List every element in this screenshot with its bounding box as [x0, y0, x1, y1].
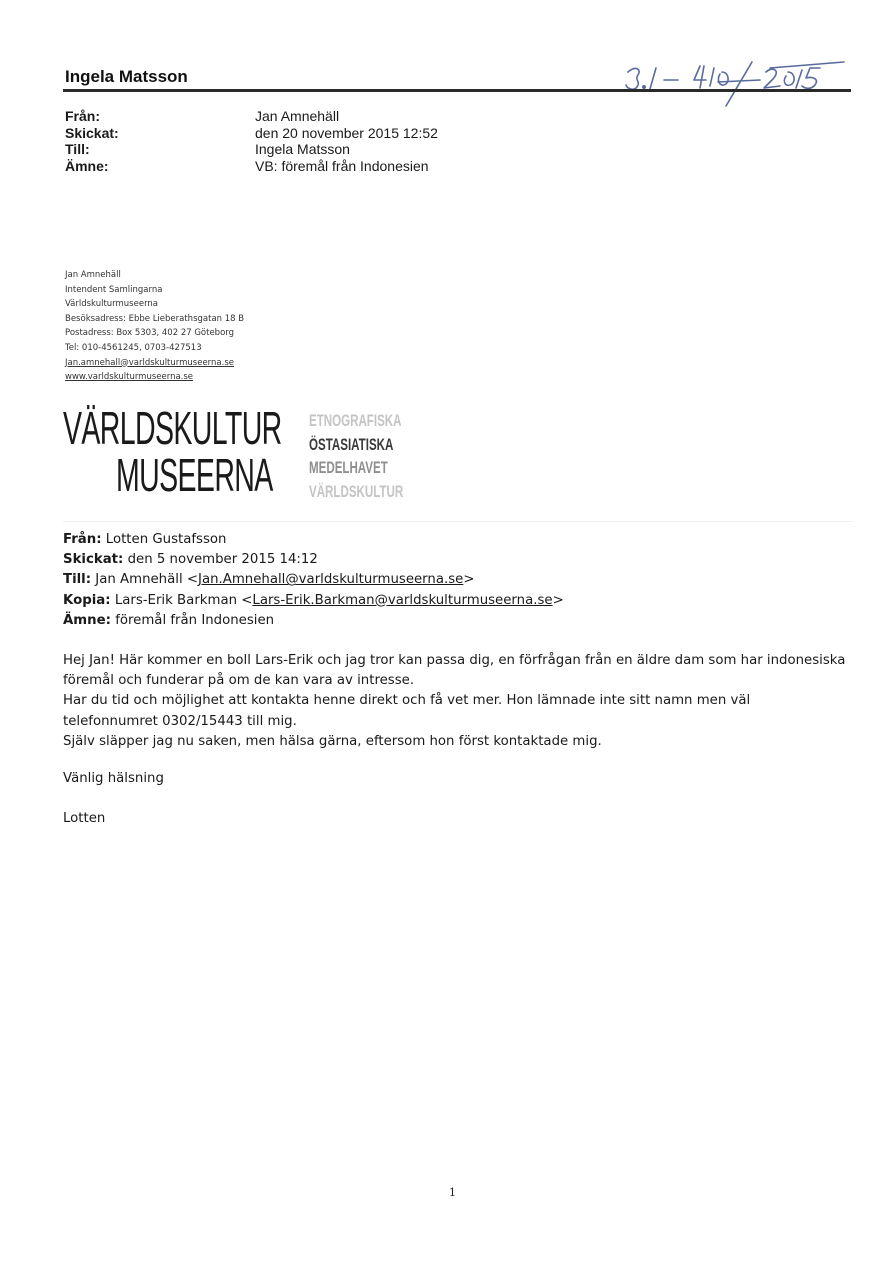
fwd-subject-label: Ämne: [63, 612, 111, 628]
header-to-label: Till: [65, 141, 90, 157]
email-signature [65, 268, 244, 385]
logo-sub-1: ETNOGRAFISKA [309, 411, 402, 430]
header-sent-row [65, 125, 438, 142]
fwd-cc-name: Lars-Erik Barkman [114, 592, 238, 608]
handwritten-registration-number [620, 58, 852, 108]
signature-title: Intendent Samlingarna [65, 284, 163, 295]
email-body [63, 651, 863, 752]
signature-postal-address: Postadress: Box 5303, 402 27 Göteborg [65, 328, 235, 339]
logo-sub-list [309, 409, 403, 503]
fwd-cc-email-link[interactable]: Lars-Erik.Barkman@varldskulturmuseerna.se [252, 592, 553, 608]
header-divider [63, 89, 851, 92]
fwd-subject-row [63, 611, 564, 631]
fwd-sent-row [63, 550, 564, 570]
signature-org: Världskulturmuseerna [65, 299, 159, 310]
page-number: 1 [449, 1186, 456, 1199]
header-to-value: Ingela Matsson [255, 141, 350, 157]
body-line-1: Hej Jan! Här kommer en boll Lars-Erik och jag tror kan passa dig, en förfrågan från en äldre dam som har indonesiska [63, 653, 846, 668]
fwd-to-label: Till: [63, 572, 92, 588]
email-closing: Vänlig hälsning [63, 771, 164, 786]
logo-sub-2: ÖSTASIATISKA [309, 434, 394, 454]
signature-email-link[interactable]: Jan.amnehall@varldskulturmuseerna.se [65, 357, 234, 368]
museum-logo [63, 402, 423, 505]
body-line-4: telefonnumret 0302/15443 till mig. [63, 713, 297, 729]
fwd-from-label: Från: [63, 532, 102, 547]
header-subject-label: Ämne: [65, 157, 109, 174]
header-to-row [65, 141, 438, 158]
body-line-2: föremål och funderar på om de kan vara av intresse. [63, 673, 415, 689]
signature-visit-address: Besöksadress: Ebbe Lieberathsgatan 18 B [65, 313, 245, 324]
body-line-3: Har du tid och möjlighet att kontakta henne direkt och få vet mer. Hon lämnade inte sitt namn men väl [63, 693, 751, 709]
fwd-subject-value: föremål från Indonesien [115, 612, 275, 628]
fwd-to-name: Jan Amnehäll [95, 572, 183, 588]
header-subject-value: VB: föremål från Indonesien [255, 157, 429, 174]
fwd-from-value: Lotten Gustafsson [105, 532, 227, 547]
header-sent-value: den 20 november 2015 12:52 [255, 124, 438, 141]
page-owner-name: Ingela Matsson [65, 67, 188, 86]
fwd-from-row [63, 530, 564, 550]
email-signoff: Lotten [63, 811, 106, 826]
signature-phone: Tel: 010-4561245, 0703-427513 [65, 342, 202, 353]
forwarded-header [63, 530, 564, 631]
header-subject-row [65, 158, 438, 175]
body-line-5: Själv släpper jag nu saken, men hälsa gärna, eftersom hon först kontaktade mig. [63, 733, 602, 749]
fwd-to-email-link[interactable]: Jan.Amnehall@varldskulturmuseerna.se [198, 572, 464, 588]
header-sent-label: Skickat: [65, 124, 119, 141]
logo-line-2: MUSEERNA [116, 449, 273, 501]
fwd-cc-label: Kopia: [63, 592, 111, 608]
fwd-cc-row: Kopia: Lars-Erik Barkman <Lars-Erik.Barkman@varldskulturmuseerna.se> [63, 592, 564, 608]
fwd-sent-value: den 5 november 2015 14:12 [127, 552, 318, 568]
fwd-sent-label: Skickat: [63, 552, 124, 568]
email-header [65, 108, 438, 174]
handwritten-note-drawing [620, 58, 852, 108]
logo-line-1: VÄRLDSKULTUR [63, 402, 282, 454]
logo-sub-4: VÄRLDSKULTUR [309, 481, 404, 501]
logo-sub-3: MEDELHAVET [309, 458, 388, 477]
header-from-value: Jan Amnehäll [255, 108, 340, 124]
signature-name: Jan Amnehäll [65, 270, 121, 280]
signature-website-link[interactable]: www.varldskulturmuseerna.se [65, 372, 194, 383]
header-from-row [65, 108, 438, 125]
forward-divider [63, 521, 853, 522]
header-from-label: Från: [65, 108, 100, 124]
fwd-to-row: Till: Jan Amnehäll <Jan.Amnehall@varldskulturmuseerna.se> [63, 572, 475, 588]
